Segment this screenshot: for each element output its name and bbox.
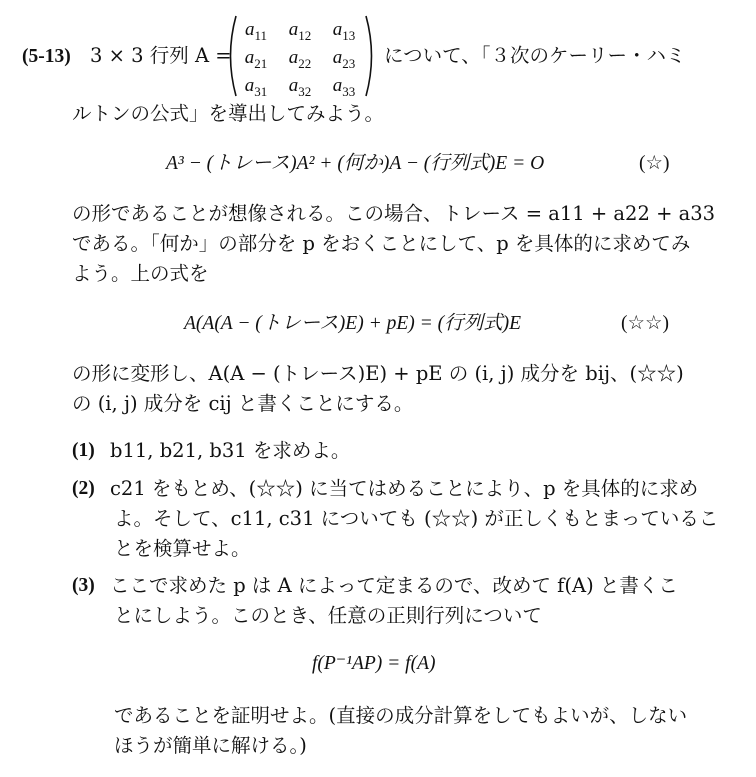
matrix-cell: $a_{33}$ <box>332 75 356 99</box>
matrix-cell: $a_{32}$ <box>288 75 312 99</box>
problem-intro-lead: 3 × 3 行列 A = <box>90 44 232 67</box>
matrix-cell: $a_{11}$ <box>244 19 268 43</box>
equation-star: A³ − (トレース)A² + (何か)A − (行列式)E = O <box>166 153 545 174</box>
question-3-label: (3) <box>72 575 95 596</box>
question-3-line-2: とにしよう。このとき、任意の正則行列について <box>114 604 542 627</box>
equation-similarity: f(P⁻¹AP) = f(A) <box>312 653 436 674</box>
question-3-line-4: ほうが簡単に解ける。) <box>114 734 307 757</box>
problem-intro-line-2: ルトンの公式」を導出してみよう。 <box>72 102 385 125</box>
question-3-line-3: であることを証明せよ。(直接の成分計算をしてもよいが、しない <box>114 704 688 727</box>
matrix-cell: $a_{21}$ <box>244 47 268 71</box>
question-2-line-3: とを検算せよ。 <box>114 537 251 560</box>
question-1-text: b11, b21, b31 を求めよ。 <box>110 439 351 462</box>
matrix-a <box>224 14 378 98</box>
paragraph-3-line-1: の形に変形し、A(A − (トレース)E) + pE の (i, j) 成分を bij、(☆☆) <box>72 362 684 385</box>
equation-double-star-tag: (☆☆) <box>621 313 669 334</box>
equation-double-star: A(A(A − (トレース)E) + pE) = (行列式)E <box>184 313 522 334</box>
question-2-line-2: よ。そして、c11, c31 についても (☆☆) が正しくもとまっているこ <box>114 507 719 530</box>
question-2-label: (2) <box>72 478 95 499</box>
question-2-line-1: c21 をもとめ、(☆☆) に当てはめることにより、p を具体的に求め <box>110 477 699 500</box>
matrix-cell: $a_{13}$ <box>332 19 356 43</box>
matrix-cell: $a_{12}$ <box>288 19 312 43</box>
paragraph-2-line-2: である。「何か」の部分を p をおくことにして、p を具体的に求めてみ <box>72 232 691 255</box>
matrix-cell: $a_{31}$ <box>244 75 268 99</box>
equation-star-tag: (☆) <box>639 153 670 174</box>
right-paren-icon <box>364 14 378 98</box>
paragraph-3-line-2: の (i, j) 成分を cij と書くことにする。 <box>72 392 414 415</box>
problem-intro-line-1 <box>22 42 71 71</box>
matrix-cell: $a_{22}$ <box>288 47 312 71</box>
paragraph-2-line-3: よう。上の式を <box>72 262 209 285</box>
question-1-label: (1) <box>72 440 95 461</box>
problem-number: (5-13) <box>22 46 71 67</box>
question-3-line-1: ここで求めた p は A によって定まるので、改めて f(A) と書くこ <box>110 574 678 597</box>
paragraph-2-line-1: の形であることが想像される。この場合、トレース = a11 + a22 + a33 <box>72 202 716 225</box>
problem-intro-tail: について、「３次のケーリー・ハミ <box>384 44 686 67</box>
matrix-cell: $a_{23}$ <box>332 47 356 71</box>
